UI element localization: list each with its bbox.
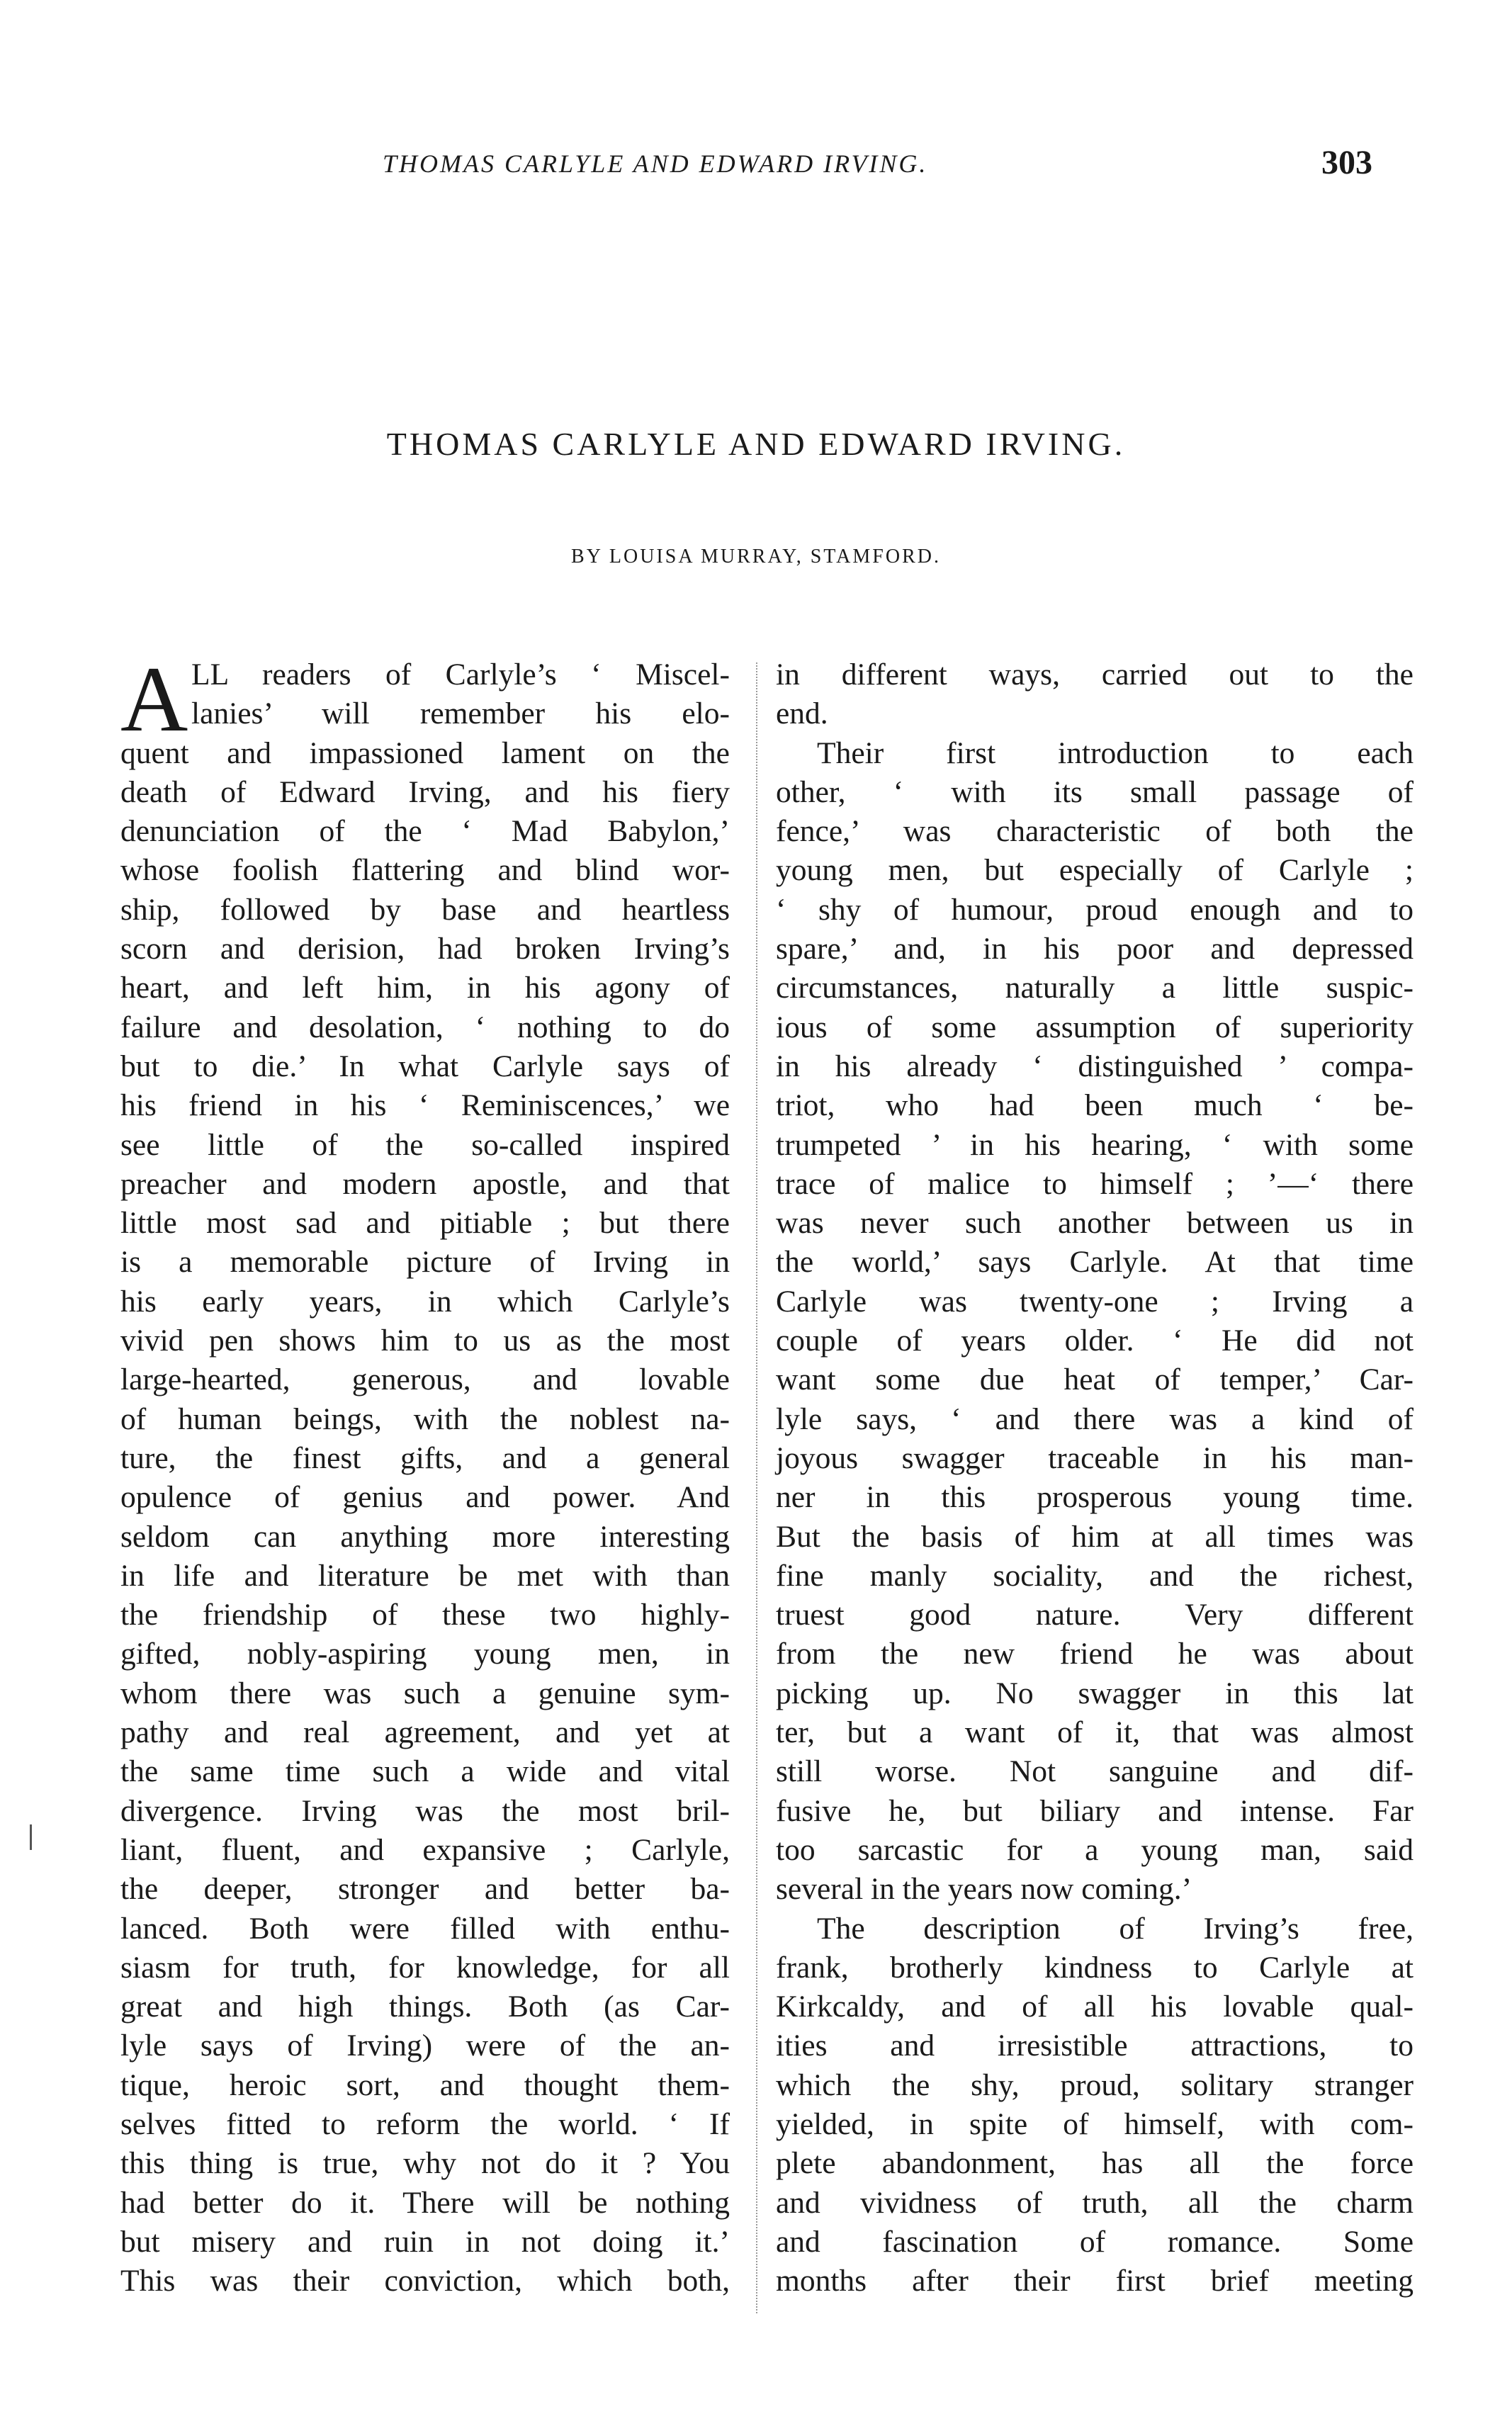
text-line: lyle says, ‘ and there was a kind of [776, 1401, 1414, 1436]
text-line: LL readers of Carlyle’s ‘ Miscel- [191, 658, 730, 692]
text-line: siasm for truth, for knowledge, for all [120, 1950, 730, 1985]
text-line: liant, fluent, and expansive ; Carlyle, [120, 1832, 730, 1867]
text-line: divergence. Irving was the most bril- [120, 1793, 730, 1828]
text-line: little most sad and pitiable ; but there [120, 1206, 730, 1241]
text-line: scorn and derision, had broken Irving’s [120, 932, 730, 966]
text-line: Kirkcaldy, and of all his lovable qual- [776, 1990, 1414, 2024]
text-line: see little of the so-called inspired [120, 1127, 730, 1162]
text-line: trumpeted ’ in his hearing, ‘ with some [776, 1127, 1414, 1162]
drop-cap: A [120, 647, 188, 751]
text-line: still worse. Not sanguine and dif- [776, 1754, 1414, 1789]
text-line: fence,’ was characteristic of both the [776, 814, 1414, 849]
column-divider [756, 662, 757, 2313]
text-line: and fascination of romance. Some [776, 2224, 1414, 2259]
text-line: end. [776, 696, 828, 731]
right-column [776, 655, 1414, 2301]
text-line: in life and literature be met with than [120, 1558, 730, 1593]
text-line: Their first introduction to each [817, 735, 1414, 770]
margin-mark [30, 1824, 32, 1850]
text-line: pathy and real agreement, and yet at [120, 1715, 730, 1750]
text-line: fine manly sociality, and the richest, [776, 1558, 1414, 1593]
text-line: The description of Irving’s free, [817, 1911, 1414, 1946]
text-line: ter, but a want of it, that was almost [776, 1715, 1414, 1750]
text-line: the world,’ says Carlyle. At that time [776, 1245, 1414, 1280]
text-line: opulence of genius and power. And [120, 1480, 730, 1515]
text-line: seldom can anything more interesting [120, 1519, 730, 1554]
text-line: several in the years now coming.’ [776, 1872, 1192, 1907]
text-line: from the new friend he was about [776, 1637, 1414, 1671]
text-line: this thing is true, why not do it ? You [120, 2146, 730, 2181]
text-line: too sarcastic for a young man, said [776, 1832, 1414, 1867]
text-line: vivid pen shows him to us as the most [120, 1324, 730, 1358]
text-line: spare,’ and, in his poor and depressed [776, 932, 1414, 966]
text-line: trace of malice to himself ; ’—‘ there [776, 1166, 1414, 1201]
text-line: ship, followed by base and heartless [120, 892, 730, 927]
text-line: the deeper, stronger and better ba- [120, 1872, 730, 1907]
running-title: THOMAS CARLYLE AND EDWARD IRVING. [383, 149, 928, 178]
text-line: want some due heat of temper,’ Car- [776, 1362, 1414, 1397]
text-line: was never such another between us in [776, 1206, 1414, 1241]
text-line: ture, the finest gifts, and a general [120, 1440, 730, 1475]
text-line: failure and desolation, ‘ nothing to do [120, 1010, 730, 1044]
text-line: ities and irresistible attractions, to [776, 2029, 1414, 2063]
text-line: tique, heroic sort, and thought them- [120, 2067, 730, 2102]
text-line: gifted, nobly-aspiring young men, in [120, 1637, 730, 1671]
text-line: the same time such a wide and vital [120, 1754, 730, 1789]
text-line: triot, who had been much ‘ be- [776, 1088, 1414, 1123]
text-line: is a memorable picture of Irving in [120, 1245, 730, 1280]
text-line: yielded, in spite of himself, with com- [776, 2106, 1414, 2141]
text-line: of human beings, with the noblest na- [120, 1401, 730, 1436]
running-head [0, 144, 1512, 191]
text-line: fusive he, but biliary and intense. Far [776, 1793, 1414, 1828]
text-line: quent and impassioned lament on the [120, 735, 730, 770]
text-line: circumstances, naturally a little suspic- [776, 971, 1414, 1005]
text-line: but to die.’ In what Carlyle says of [120, 1049, 730, 1083]
text-line: picking up. No swagger in this lat [776, 1676, 1414, 1710]
text-line: ious of some assumption of superiority [776, 1010, 1414, 1044]
text-line: months after their first brief meeting [776, 2264, 1414, 2298]
text-line: heart, and left him, in his agony of [120, 971, 730, 1005]
text-line: whom there was such a genuine sym- [120, 1676, 730, 1710]
text-line: joyous swagger traceable in his man- [776, 1440, 1414, 1475]
left-column [120, 647, 730, 2301]
text-line: lanced. Both were filled with enthu- [120, 1911, 730, 1946]
text-line: lanies’ will remember his elo- [191, 696, 730, 731]
text-line: lyle says of Irving) were of the an- [120, 2029, 730, 2063]
text-line: frank, brotherly kindness to Carlyle at [776, 1950, 1414, 1985]
text-line: denunciation of the ‘ Mad Babylon,’ [120, 814, 730, 849]
text-line: couple of years older. ‘ He did not [776, 1324, 1414, 1358]
page-number: 303 [1321, 144, 1372, 181]
text-line: and vividness of truth, all the charm [776, 2185, 1414, 2220]
text-line: truest good nature. Very different [776, 1598, 1414, 1632]
text-line: plete abandonment, has all the force [776, 2146, 1414, 2181]
text-line: his friend in his ‘ Reminiscences,’ we [120, 1088, 730, 1123]
text-line: in different ways, carried out to the [776, 658, 1414, 692]
text-line: young men, but especially of Carlyle ; [776, 853, 1414, 888]
text-line: the friendship of these two highly- [120, 1598, 730, 1632]
text-line: had better do it. There will be nothing [120, 2185, 730, 2220]
byline: BY LOUISA MURRAY, STAMFORD. [571, 546, 941, 568]
text-line: but misery and ruin in not doing it.’ [120, 2224, 730, 2259]
text-line: in his already ‘ distinguished ’ compa- [776, 1049, 1414, 1083]
text-line: selves fitted to reform the world. ‘ If [120, 2106, 730, 2141]
text-line: ner in this prosperous young time. [776, 1480, 1414, 1515]
text-line: But the basis of him at all times was [776, 1519, 1414, 1554]
text-line: whose foolish flattering and blind wor- [120, 853, 730, 888]
text-line: which the shy, proud, solitary stranger [776, 2067, 1414, 2102]
text-line: ‘ shy of humour, proud enough and to [776, 892, 1414, 927]
text-line: large-hearted, generous, and lovable [120, 1362, 730, 1397]
text-line: This was their conviction, which both, [120, 2264, 730, 2298]
text-line: great and high things. Both (as Car- [120, 1990, 730, 2024]
text-line: other, ‘ with its small passage of [776, 774, 1414, 809]
text-line: Carlyle was twenty-one ; Irving a [776, 1284, 1414, 1319]
text-line: preacher and modern apostle, and that [120, 1166, 730, 1201]
text-line: his early years, in which Carlyle’s [120, 1284, 730, 1319]
text-line: death of Edward Irving, and his fiery [120, 774, 730, 809]
article-title: THOMAS CARLYLE AND EDWARD IRVING. [386, 426, 1126, 462]
